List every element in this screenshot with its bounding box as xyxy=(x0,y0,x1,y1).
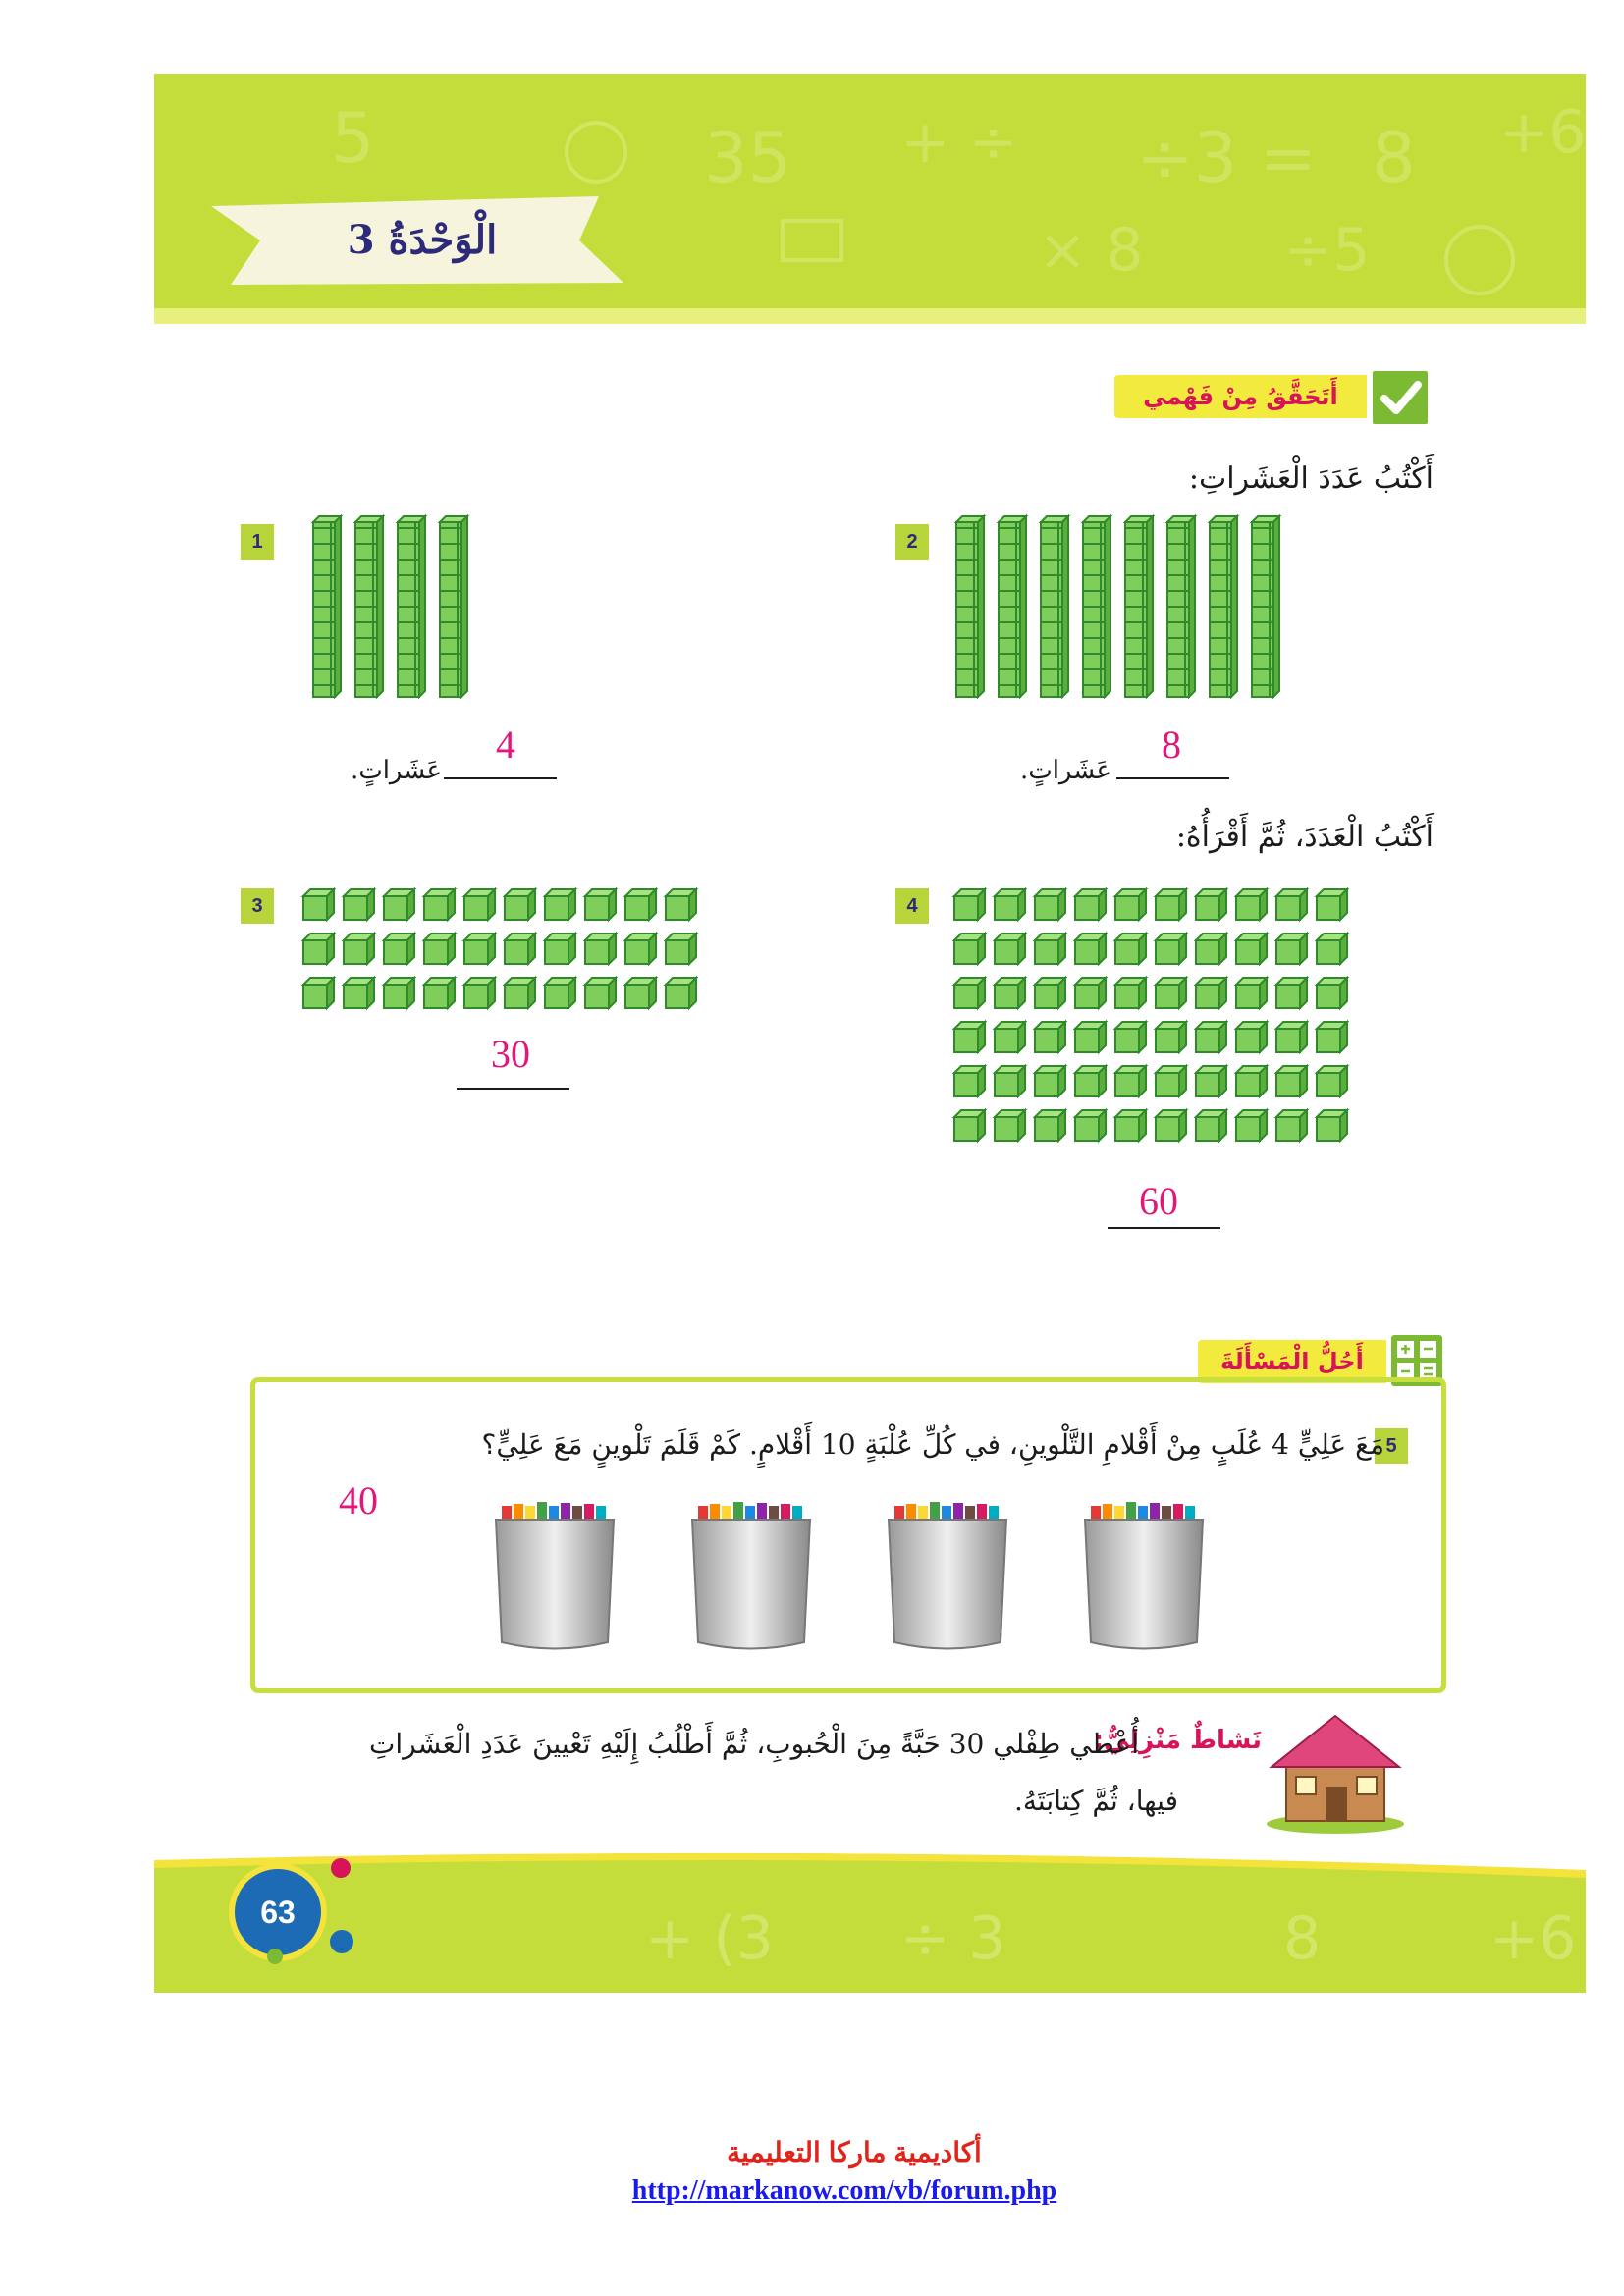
answer-5[interactable]: 40 xyxy=(339,1478,378,1522)
unit-cube xyxy=(505,934,535,964)
unit-cube xyxy=(1236,1022,1267,1052)
svg-text:+6: +6 xyxy=(1489,1904,1577,1973)
check-icon xyxy=(1373,371,1428,424)
ten-rods-group-2 xyxy=(952,512,1286,709)
unit-cube xyxy=(344,889,374,920)
unit-cube xyxy=(1115,1110,1146,1141)
unit-cube xyxy=(1236,934,1267,964)
unit-cube xyxy=(666,978,696,1008)
svg-text:8: 8 xyxy=(1283,1904,1322,1973)
unit-cube xyxy=(1317,978,1347,1008)
answer-2[interactable]: 8 xyxy=(1162,722,1181,767)
unit-cube xyxy=(995,1110,1025,1141)
unit-cube xyxy=(954,889,985,920)
unit-cubes-group-4 xyxy=(950,881,1373,1156)
unit-cube xyxy=(424,978,455,1008)
answer-line-1 xyxy=(444,777,557,779)
unit-cube xyxy=(1075,978,1106,1008)
unit-cube xyxy=(585,934,616,964)
unit-cube xyxy=(1276,1066,1307,1096)
unit-cube xyxy=(1276,934,1307,964)
unit-cube xyxy=(1035,978,1065,1008)
unit-cube xyxy=(424,889,455,920)
unit-cube xyxy=(545,934,575,964)
unit-cube xyxy=(1196,889,1226,920)
unit-cube xyxy=(1115,934,1146,964)
unit-cube xyxy=(464,978,495,1008)
unit-cube xyxy=(1156,934,1186,964)
footer-band xyxy=(154,1850,1586,1993)
unit-cube xyxy=(344,934,374,964)
unit-cube xyxy=(954,1110,985,1141)
unit-cube xyxy=(1317,1066,1347,1096)
unit-cube xyxy=(1075,1110,1106,1141)
answer-line-4 xyxy=(1108,1227,1220,1229)
unit-cube xyxy=(625,934,656,964)
house-icon xyxy=(1262,1708,1409,1836)
unit-cube xyxy=(505,889,535,920)
unit-cube xyxy=(1115,889,1146,920)
unit-cube xyxy=(1156,1110,1186,1141)
unit-cube xyxy=(1276,1022,1307,1052)
home-activity-label: نَشاطٌ مَنْزِلِيٌّ: xyxy=(1093,1726,1262,1755)
answer-1[interactable]: 4 xyxy=(496,722,515,767)
unit-cube xyxy=(1035,1066,1065,1096)
unit-cube xyxy=(1236,978,1267,1008)
ten-rod xyxy=(313,516,341,697)
unit-cube xyxy=(995,1066,1025,1096)
unit-cube xyxy=(505,978,535,1008)
unit-cube xyxy=(585,889,616,920)
home-activity-line-2: فيها، ثُمَّ كِتابَتَهُ. xyxy=(1013,1785,1178,1817)
decor-dot-green xyxy=(267,1949,283,1964)
unit-cube xyxy=(954,1066,985,1096)
svg-text:+ ÷: + ÷ xyxy=(900,108,1018,177)
unit-cube xyxy=(954,978,985,1008)
svg-text:8: 8 xyxy=(1372,118,1416,198)
unit-cube xyxy=(1196,1110,1226,1141)
answer-4[interactable]: 60 xyxy=(1139,1179,1178,1223)
instruction-number: أَكْتُبُ الْعَدَدَ، ثُمَّ أَقْرَأُهُ: xyxy=(1175,820,1434,854)
svg-text:5: 5 xyxy=(331,98,375,179)
svg-text:÷3 =: ÷3 = xyxy=(1136,118,1318,198)
instruction-tens: أَكْتُبُ عَدَدَ الْعَشَراتِ: xyxy=(1188,461,1434,496)
decor-dot-blue xyxy=(330,1930,353,1953)
unit-cube xyxy=(1317,889,1347,920)
unit-cube xyxy=(666,934,696,964)
unit-title: الْوَحْدَةُ 3 xyxy=(347,217,498,263)
unit-cube xyxy=(1236,889,1267,920)
unit-cube xyxy=(303,889,334,920)
unit-cube xyxy=(1075,1066,1106,1096)
unit-cube xyxy=(1035,934,1065,964)
unit-cube xyxy=(995,1022,1025,1052)
unit-cube xyxy=(1035,889,1065,920)
pencil-cup xyxy=(1085,1502,1203,1649)
unit-cube xyxy=(585,978,616,1008)
exercise-number-3: 3 xyxy=(241,888,274,924)
unit-cube xyxy=(1156,1022,1186,1052)
unit-cube xyxy=(1236,1110,1267,1141)
unit-cube xyxy=(1075,934,1106,964)
pencil-cup xyxy=(692,1502,810,1649)
unit-cube xyxy=(995,889,1025,920)
unit-cube xyxy=(464,889,495,920)
unit-cube xyxy=(1317,1022,1347,1052)
exercise-number-5: 5 xyxy=(1375,1428,1408,1464)
unit-cube xyxy=(1196,1066,1226,1096)
unit-cube xyxy=(303,934,334,964)
decor-dot-pink xyxy=(331,1858,351,1878)
unit-cube xyxy=(545,889,575,920)
svg-text:× 8: × 8 xyxy=(1038,216,1144,285)
svg-text:35: 35 xyxy=(704,118,792,198)
unit-cubes-group-3 xyxy=(299,881,722,1019)
home-activity-line-1: أُعْطي طِفْلي 30 حَبَّةً مِنَ الْحُبوبِ، ثُمَّ أَطْلُبُ إِلَيْهِ تَعْيينَ عَدَدِ الْعَشَراتِ xyxy=(369,1728,1139,1760)
unit-cube xyxy=(1115,1066,1146,1096)
pencil-cup xyxy=(496,1502,614,1649)
exercise-number-1: 1 xyxy=(241,524,274,560)
unit-cube xyxy=(384,889,414,920)
tens-label-2: عَشَراتٍ. xyxy=(1019,756,1111,785)
ten-rods-group-1 xyxy=(309,512,486,709)
unit-cube xyxy=(303,978,334,1008)
unit-cube xyxy=(995,978,1025,1008)
unit-cube xyxy=(1075,889,1106,920)
answer-line-3 xyxy=(457,1088,569,1090)
pencil-cups-illustration xyxy=(491,1500,1237,1659)
unit-cube xyxy=(464,934,495,964)
unit-cube xyxy=(995,934,1025,964)
academy-link[interactable]: http://markanow.com/vb/forum.php xyxy=(631,2175,1057,2206)
unit-cube xyxy=(1035,1022,1065,1052)
unit-cube xyxy=(1196,978,1226,1008)
answer-3[interactable]: 30 xyxy=(491,1032,530,1076)
unit-cube xyxy=(1156,978,1186,1008)
problem-text: مَعَ عَلِيٍّ 4 عُلَبٍ مِنْ أَقْلامِ التَّلْوينِ، في كُلِّ عُلْبَةٍ 10 أَقْلامٍ. كَمْ قَلَمَ تَلْوينٍ مَعَ عَلِيٍّ؟ xyxy=(481,1428,1384,1461)
unit-cube xyxy=(625,978,656,1008)
svg-text:÷ 3: ÷ 3 xyxy=(900,1904,1006,1973)
unit-cube xyxy=(1317,934,1347,964)
unit-cube xyxy=(1156,889,1186,920)
answer-line-2 xyxy=(1116,777,1229,779)
unit-cube xyxy=(545,978,575,1008)
solve-problem-tag: أَحُلُّ الْمَسْأَلَةَ xyxy=(1198,1340,1386,1383)
unit-cube xyxy=(1317,1110,1347,1141)
unit-cube xyxy=(344,978,374,1008)
unit-cube xyxy=(1115,1022,1146,1052)
academy-name: أكاديمية ماركا التعليمية xyxy=(727,2137,982,2167)
unit-cube xyxy=(666,889,696,920)
unit-cube xyxy=(1075,1022,1106,1052)
unit-cube xyxy=(384,934,414,964)
pencil-cup xyxy=(889,1502,1006,1649)
svg-text:+ (3: + (3 xyxy=(645,1904,774,1973)
unit-cube xyxy=(1196,1022,1226,1052)
unit-cube xyxy=(1276,889,1307,920)
unit-cube xyxy=(1236,1066,1267,1096)
unit-cube xyxy=(1156,1066,1186,1096)
unit-cube xyxy=(1276,1110,1307,1141)
exercise-number-4: 4 xyxy=(895,888,929,924)
tens-label-1: عَشَراتٍ. xyxy=(350,756,442,785)
page-number: 63 xyxy=(229,1863,327,1961)
unit-cube xyxy=(954,934,985,964)
unit-cube xyxy=(1035,1110,1065,1141)
unit-cube xyxy=(1196,934,1226,964)
unit-cube xyxy=(384,978,414,1008)
unit-cube xyxy=(424,934,455,964)
unit-cube xyxy=(1276,978,1307,1008)
unit-cube xyxy=(1115,978,1146,1008)
unit-cube xyxy=(954,1022,985,1052)
exercise-number-2: 2 xyxy=(895,524,929,560)
svg-text:+6: +6 xyxy=(1499,98,1586,167)
unit-cube xyxy=(625,889,656,920)
check-understanding-tag: أَتَحَقَّقُ مِنْ فَهْمي xyxy=(1114,375,1367,418)
svg-text:÷5: ÷5 xyxy=(1283,216,1371,285)
